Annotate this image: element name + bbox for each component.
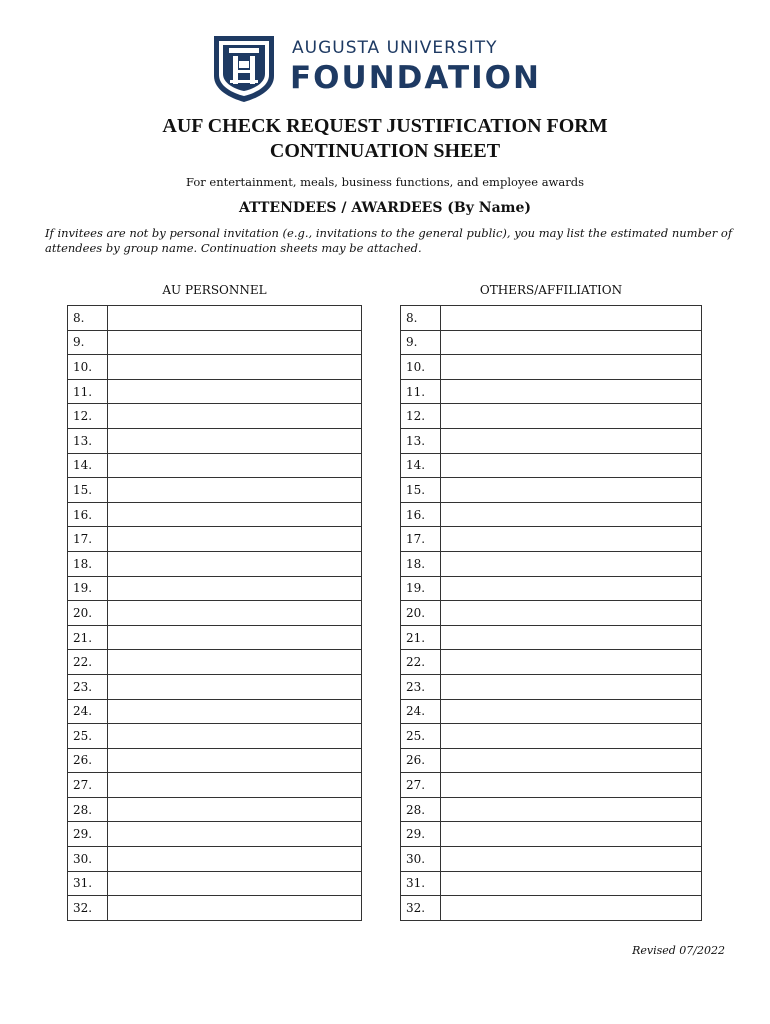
au-personnel-row-number: 22. <box>68 650 108 675</box>
au-personnel-row-number: 13. <box>68 428 108 453</box>
au-personnel-row <box>68 404 362 429</box>
others-affiliation-name-field[interactable] <box>441 773 702 798</box>
au-personnel-name-field[interactable] <box>108 625 362 650</box>
au-personnel-table <box>67 305 362 921</box>
others-affiliation-name-field[interactable] <box>441 797 702 822</box>
au-personnel-name-field[interactable] <box>108 773 362 798</box>
others-affiliation-row <box>401 355 702 380</box>
others-affiliation-name-field[interactable] <box>441 478 702 503</box>
others-affiliation-name-field[interactable] <box>441 871 702 896</box>
others-affiliation-row <box>401 773 702 798</box>
others-affiliation-name-field[interactable] <box>441 674 702 699</box>
others-affiliation-row-number: 28. <box>401 797 441 822</box>
au-personnel-row-number: 28. <box>68 797 108 822</box>
others-affiliation-name-field[interactable] <box>441 724 702 749</box>
au-personnel-row <box>68 625 362 650</box>
au-personnel-name-field[interactable] <box>108 724 362 749</box>
au-personnel-row-number: 26. <box>68 748 108 773</box>
au-personnel-row <box>68 724 362 749</box>
au-personnel-row-number: 21. <box>68 625 108 650</box>
au-personnel-name-field[interactable] <box>108 797 362 822</box>
others-affiliation-row-number: 29. <box>401 822 441 847</box>
others-affiliation-row-number: 30. <box>401 847 441 872</box>
au-personnel-name-field[interactable] <box>108 601 362 626</box>
others-affiliation-name-field[interactable] <box>441 551 702 576</box>
au-personnel-row-number: 25. <box>68 724 108 749</box>
others-affiliation-row <box>401 576 702 601</box>
au-personnel-row-number: 20. <box>68 601 108 626</box>
others-affiliation-row-number: 22. <box>401 650 441 675</box>
others-affiliation-row-number: 11. <box>401 379 441 404</box>
au-personnel-name-field[interactable] <box>108 379 362 404</box>
instruction-note: If invitees are not by personal invitation (e.g., invitations to the general public), you may list the estimated number of attendees by group name. Continuation sheets may be attached. <box>45 226 733 255</box>
au-personnel-name-field[interactable] <box>108 428 362 453</box>
au-personnel-name-field[interactable] <box>108 650 362 675</box>
au-personnel-row <box>68 355 362 380</box>
others-affiliation-row <box>401 379 702 404</box>
au-personnel-name-field[interactable] <box>108 478 362 503</box>
au-personnel-name-field[interactable] <box>108 699 362 724</box>
au-personnel-name-field[interactable] <box>108 822 362 847</box>
page-subtitle: For entertainment, meals, business functions, and employee awards <box>185 175 585 189</box>
au-personnel-name-field[interactable] <box>108 527 362 552</box>
others-affiliation-row-number: 26. <box>401 748 441 773</box>
au-personnel-row <box>68 453 362 478</box>
others-affiliation-name-field[interactable] <box>441 527 702 552</box>
others-affiliation-row <box>401 601 702 626</box>
au-personnel-row <box>68 478 362 503</box>
au-personnel-row <box>68 773 362 798</box>
au-personnel-name-field[interactable] <box>108 896 362 921</box>
section-heading: ATTENDEES / AWARDEES (By Name) <box>239 200 531 216</box>
au-personnel-row <box>68 306 362 331</box>
au-personnel-row-number: 32. <box>68 896 108 921</box>
au-personnel-row <box>68 650 362 675</box>
au-personnel-row <box>68 551 362 576</box>
others-affiliation-row <box>401 478 702 503</box>
page-title-line-2: CONTINUATION SHEET <box>269 140 501 162</box>
others-affiliation-row-number: 25. <box>401 724 441 749</box>
others-affiliation-row-number: 9. <box>401 330 441 355</box>
page-title-line-1: AUF CHECK REQUEST JUSTIFICATION FORM <box>162 115 608 137</box>
others-affiliation-name-field[interactable] <box>441 822 702 847</box>
others-affiliation-row-number: 16. <box>401 502 441 527</box>
au-personnel-row <box>68 748 362 773</box>
others-affiliation-row <box>401 748 702 773</box>
others-affiliation-row <box>401 674 702 699</box>
au-personnel-row-number: 27. <box>68 773 108 798</box>
others-affiliation-row-number: 13. <box>401 428 441 453</box>
au-personnel-name-field[interactable] <box>108 330 362 355</box>
au-personnel-row <box>68 797 362 822</box>
others-affiliation-name-field[interactable] <box>441 379 702 404</box>
au-personnel-name-field[interactable] <box>108 502 362 527</box>
au-personnel-name-field[interactable] <box>108 453 362 478</box>
au-personnel-row-number: 30. <box>68 847 108 872</box>
au-personnel-name-field[interactable] <box>108 355 362 380</box>
au-personnel-row <box>68 527 362 552</box>
au-personnel-row-number: 15. <box>68 478 108 503</box>
others-affiliation-row <box>401 453 702 478</box>
au-personnel-row-number: 19. <box>68 576 108 601</box>
others-affiliation-name-field[interactable] <box>441 748 702 773</box>
au-personnel-row <box>68 379 362 404</box>
au-personnel-name-field[interactable] <box>108 871 362 896</box>
others-affiliation-row <box>401 551 702 576</box>
au-personnel-row-number: 14. <box>68 453 108 478</box>
others-affiliation-column-header: OTHERS/AFFILIATION <box>479 283 623 297</box>
others-affiliation-name-field[interactable] <box>441 699 702 724</box>
au-personnel-row-number: 9. <box>68 330 108 355</box>
logo-foundation-name: FOUNDATION <box>290 60 541 96</box>
au-personnel-row-number: 10. <box>68 355 108 380</box>
others-affiliation-name-field[interactable] <box>441 847 702 872</box>
augusta-university-shield-icon <box>212 34 276 104</box>
others-affiliation-row <box>401 797 702 822</box>
others-affiliation-row <box>401 404 702 429</box>
others-affiliation-row <box>401 822 702 847</box>
au-personnel-row-number: 17. <box>68 527 108 552</box>
au-personnel-row <box>68 699 362 724</box>
others-affiliation-name-field[interactable] <box>441 502 702 527</box>
others-affiliation-row-number: 8. <box>401 306 441 331</box>
au-personnel-column-header: AU PERSONNEL <box>162 283 267 297</box>
au-personnel-name-field[interactable] <box>108 404 362 429</box>
au-personnel-row <box>68 502 362 527</box>
others-affiliation-name-field[interactable] <box>441 306 702 331</box>
others-affiliation-table <box>400 305 702 921</box>
au-personnel-row <box>68 428 362 453</box>
au-personnel-name-field[interactable] <box>108 306 362 331</box>
au-personnel-name-field[interactable] <box>108 576 362 601</box>
others-affiliation-name-field[interactable] <box>441 330 702 355</box>
au-personnel-name-field[interactable] <box>108 748 362 773</box>
au-personnel-row <box>68 674 362 699</box>
others-affiliation-row <box>401 871 702 896</box>
others-affiliation-row-number: 18. <box>401 551 441 576</box>
au-personnel-row <box>68 822 362 847</box>
au-personnel-row <box>68 330 362 355</box>
others-affiliation-name-field[interactable] <box>441 650 702 675</box>
others-affiliation-row-number: 23. <box>401 674 441 699</box>
others-affiliation-row <box>401 625 702 650</box>
others-affiliation-row <box>401 502 702 527</box>
others-affiliation-row-number: 27. <box>401 773 441 798</box>
others-affiliation-name-field[interactable] <box>441 453 702 478</box>
others-affiliation-row-number: 10. <box>401 355 441 380</box>
others-affiliation-name-field[interactable] <box>441 404 702 429</box>
au-personnel-row <box>68 847 362 872</box>
au-personnel-row-number: 24. <box>68 699 108 724</box>
au-personnel-row-number: 12. <box>68 404 108 429</box>
au-personnel-row-number: 29. <box>68 822 108 847</box>
others-affiliation-row <box>401 896 702 921</box>
others-affiliation-name-field[interactable] <box>441 428 702 453</box>
others-affiliation-row-number: 12. <box>401 404 441 429</box>
au-personnel-name-field[interactable] <box>108 551 362 576</box>
au-personnel-row-number: 23. <box>68 674 108 699</box>
others-affiliation-row-number: 19. <box>401 576 441 601</box>
au-personnel-row <box>68 871 362 896</box>
au-personnel-row-number: 16. <box>68 502 108 527</box>
au-personnel-name-field[interactable] <box>108 847 362 872</box>
others-affiliation-row <box>401 847 702 872</box>
au-personnel-row-number: 31. <box>68 871 108 896</box>
au-personnel-row-number: 8. <box>68 306 108 331</box>
logo-university-name: AUGUSTA UNIVERSITY <box>292 38 498 58</box>
others-affiliation-row-number: 14. <box>401 453 441 478</box>
others-affiliation-row-number: 24. <box>401 699 441 724</box>
au-personnel-name-field[interactable] <box>108 674 362 699</box>
au-personnel-row-number: 11. <box>68 379 108 404</box>
au-personnel-row-number: 18. <box>68 551 108 576</box>
others-affiliation-row <box>401 527 702 552</box>
au-personnel-row <box>68 601 362 626</box>
others-affiliation-row <box>401 330 702 355</box>
au-personnel-row <box>68 576 362 601</box>
revision-date: Revised 07/2022 <box>632 944 725 957</box>
others-affiliation-row <box>401 699 702 724</box>
others-affiliation-row-number: 15. <box>401 478 441 503</box>
others-affiliation-name-field[interactable] <box>441 601 702 626</box>
others-affiliation-row-number: 32. <box>401 896 441 921</box>
others-affiliation-row <box>401 428 702 453</box>
others-affiliation-name-field[interactable] <box>441 576 702 601</box>
others-affiliation-row-number: 21. <box>401 625 441 650</box>
others-affiliation-row <box>401 650 702 675</box>
au-personnel-row <box>68 896 362 921</box>
others-affiliation-name-field[interactable] <box>441 896 702 921</box>
others-affiliation-name-field[interactable] <box>441 355 702 380</box>
others-affiliation-name-field[interactable] <box>441 625 702 650</box>
logo <box>212 34 562 104</box>
others-affiliation-row-number: 20. <box>401 601 441 626</box>
others-affiliation-row <box>401 724 702 749</box>
others-affiliation-row-number: 17. <box>401 527 441 552</box>
others-affiliation-row <box>401 306 702 331</box>
others-affiliation-row-number: 31. <box>401 871 441 896</box>
